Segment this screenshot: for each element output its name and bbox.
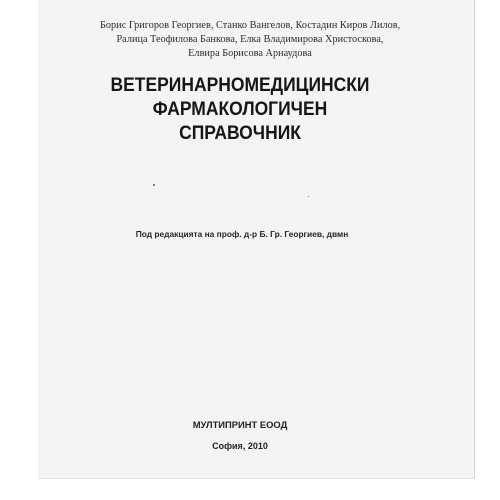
authors-list (100, 19, 400, 61)
editor-credit: Под редакцията на проф. д-р Б. Гр. Георгиев, двмн (135, 229, 349, 239)
publisher-name: МУЛТИПРИНТ ЕООД (192, 419, 288, 430)
scanned-page (38, 0, 475, 479)
authors-line: Елвира Борисова Арнаудова (188, 48, 312, 59)
scan-speck (153, 184, 155, 186)
book-title-line: ВЕТЕРИНАРНОМЕДИЦИНСКИ (110, 75, 370, 96)
publication-place-year: София, 2010 (212, 441, 268, 451)
book-title-line: СПРАВОЧНИК (179, 123, 301, 144)
authors-line: Ралица Теофилова Банкова, Елка Владимирова Христоскова, (116, 34, 384, 45)
scan-speck (308, 196, 309, 197)
book-title (102, 74, 378, 146)
authors-line: Борис Григоров Георгиев, Станко Вангелов, Костадин Киров Лилов, (100, 20, 401, 31)
book-title-line: ФАРМАКОЛОГИЧЕН (152, 99, 328, 120)
